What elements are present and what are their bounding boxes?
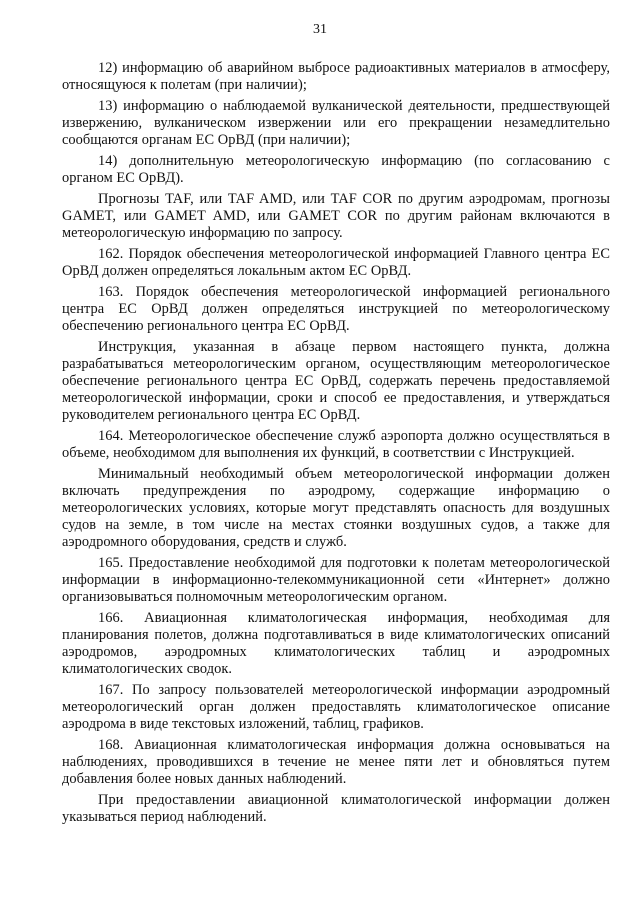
paragraph-item-14: 14) дополнительную метеорологическую информацию (по согласованию с органом ЕС ОрВД). [62,153,610,186]
paragraph-164: 164. Метеорологическое обеспечение служб аэропорта должно осуществляться в объеме, необходимом для выполнения их функций, в соответствии с Инструкцией. [62,428,610,461]
paragraph-163: 163. Порядок обеспечения метеорологической информацией регионального центра ЕС ОрВД должен определяться инструкцией по метеорологическому обеспечению регионального центра ЕС ОрВД. [62,284,610,334]
paragraph-168: 168. Авиационная климатологическая информация должна основываться на наблюдениях, проводившихся в течение не менее пяти лет и обновляться путем добавления более новых данных наблюдений. [62,737,610,787]
paragraph-165: 165. Предоставление необходимой для подготовки к полетам метеорологической информации в информационно-телекоммуникационной сети «Интернет» должно организовываться полномочным метеорологическим органом. [62,555,610,605]
page-number: 31 [313,22,327,37]
paragraph-167: 167. По запросу пользователей метеорологической информации аэродромный метеорологический орган должен предоставлять климатологическое описание аэродрома в виде текстовых изложений, таблиц, графиков. [62,682,610,732]
paragraph-166: 166. Авиационная климатологическая информация, необходимая для планирования полетов, должна подготавливаться в виде климатологических описаний аэродромов, аэродромных климатологических таблиц и аэродромных климатологических сводок. [62,610,610,677]
paragraph-observation-period: При предоставлении авиационной климатологической информации должен указываться период наблюдений. [62,792,610,825]
paragraph-item-12: 12) информацию об аварийном выбросе радиоактивных материалов в атмосферу, относящуюся к полетам (при наличии); [62,60,610,93]
paragraph-162: 162. Порядок обеспечения метеорологической информацией Главного центра ЕС ОрВД должен определяться локальным актом ЕС ОрВД. [62,246,610,279]
paragraph-minimum-volume: Минимальный необходимый объем метеорологической информации должен включать предупреждения по аэродрому, содержащие информацию о метеорологических условиях, которые могут представлять опасность для воздушных судов на земле, в том числе на местах стоянки воздушных судов, а также для аэродромного оборудования, средств и служб. [62,466,610,550]
paragraph-instruction: Инструкция, указанная в абзаце первом настоящего пункта, должна разрабатываться метеорологическим органом, осуществляющим метеорологическое обеспечение регионального центра ЕС ОрВД, содержать перечень предоставляемой метеорологической информации, сроки и способ ее предоставления, и утверждаться руководителем регионального центра ЕС ОрВД. [62,339,610,423]
document-body [62,60,610,830]
paragraph-item-13: 13) информацию о наблюдаемой вулканической деятельности, предшествующей извержению, вулканическом извержении или его прекращении незамедлительно сообщаются органам ЕС ОрВД (при наличии); [62,98,610,148]
paragraph-forecasts: Прогнозы TAF, или TAF AMD, или TAF COR по другим аэродромам, прогнозы GAMET, или GAMET AMD, или GAMET COR по другим районам включаются в метеорологическую информацию по запросу. [62,191,610,241]
